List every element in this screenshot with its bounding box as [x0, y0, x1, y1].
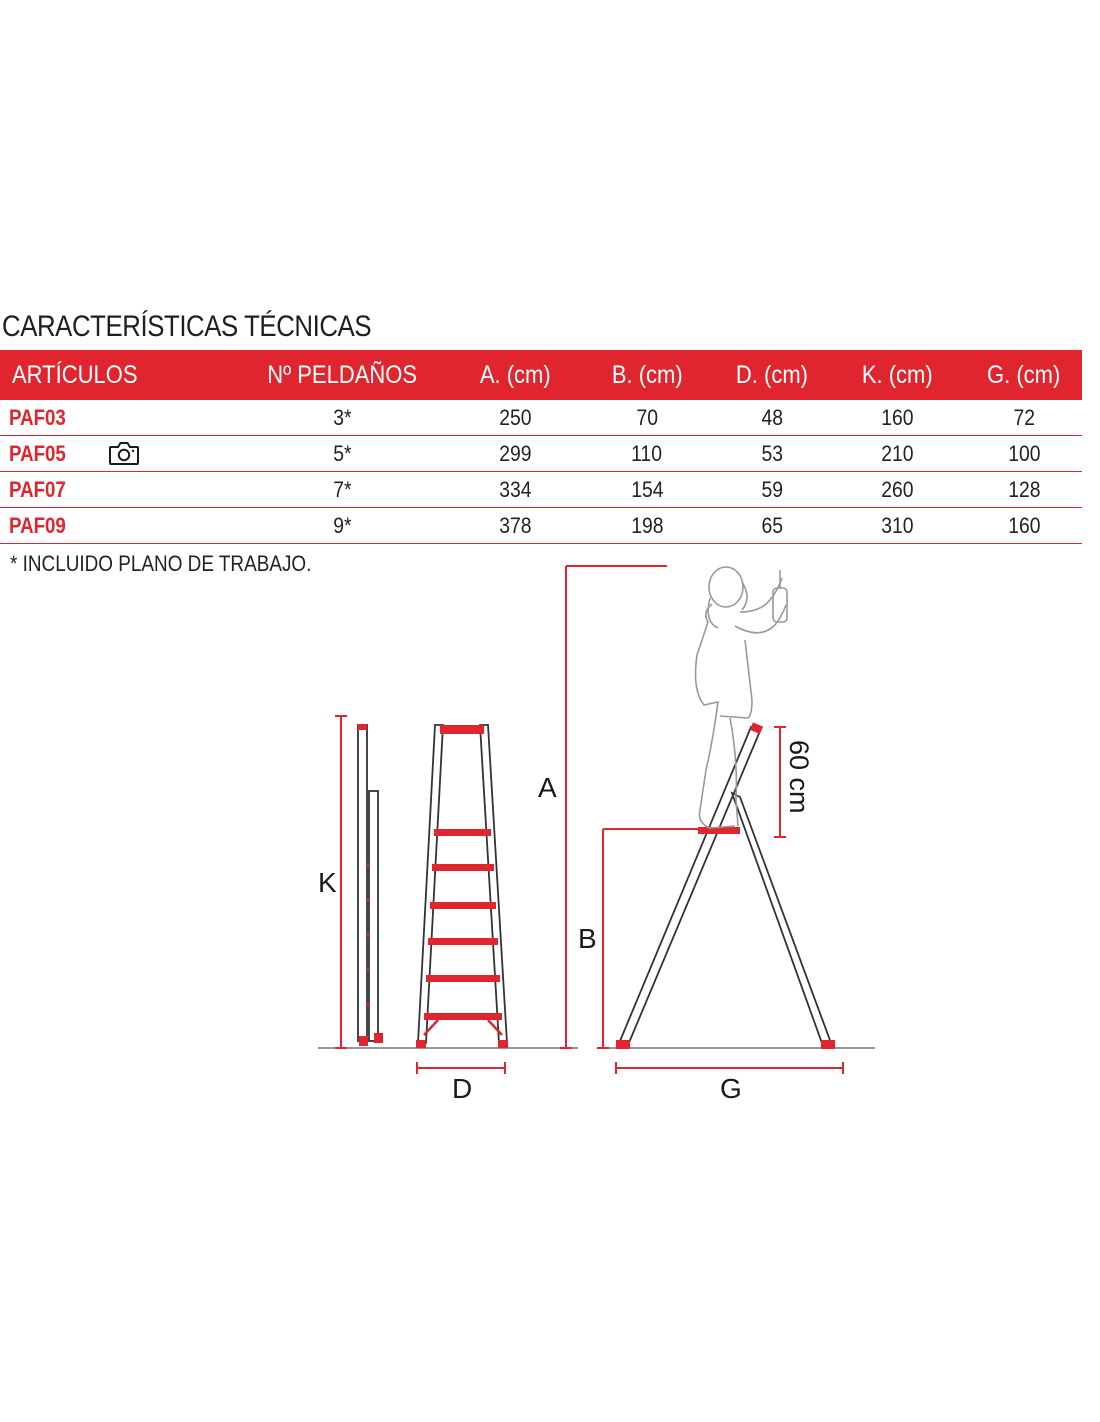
label-g: G — [720, 1073, 742, 1104]
cell-steps: 3* — [232, 400, 452, 436]
header-b: B. (cm) — [578, 350, 716, 400]
cell-steps: 7* — [232, 472, 452, 508]
header-g: G. (cm) — [966, 350, 1082, 400]
header-k: K. (cm) — [828, 350, 966, 400]
footnote: * INCLUIDO PLANO DE TRABAJO. — [10, 551, 312, 576]
label-60cm: 60 cm — [784, 740, 814, 814]
cell-steps: 9* — [232, 508, 452, 544]
header-articulos: ARTÍCULOS — [0, 350, 232, 400]
cell-d: 65 — [716, 508, 828, 544]
cell-d: 53 — [716, 436, 828, 472]
dimension-d — [417, 1062, 505, 1104]
cell-d: 59 — [716, 472, 828, 508]
cell-k: 210 — [828, 436, 966, 472]
cell-steps: 5* — [232, 436, 452, 472]
cell-k: 260 — [828, 472, 966, 508]
label-a: A — [538, 772, 557, 803]
header-peldanos: Nº PELDAÑOS — [232, 350, 452, 400]
page-title: CARACTERÍSTICAS TÉCNICAS — [2, 310, 372, 343]
cell-b: 154 — [578, 472, 716, 508]
label-k: K — [318, 867, 337, 898]
cell-g: 72 — [966, 400, 1082, 436]
label-d: D — [452, 1073, 473, 1104]
cell-a: 250 — [452, 400, 578, 436]
cell-a: 378 — [452, 508, 578, 544]
cell-a: 334 — [452, 472, 578, 508]
cell-k: 160 — [828, 400, 966, 436]
label-b: B — [578, 923, 597, 954]
header-a: A. (cm) — [452, 350, 578, 400]
cell-b: 70 — [578, 400, 716, 436]
cell-b: 198 — [578, 508, 716, 544]
row-code[interactable]: PAF03 — [0, 400, 232, 436]
row-code[interactable]: PAF07 — [0, 472, 232, 508]
cell-b: 110 — [578, 436, 716, 472]
row-code[interactable]: PAF05 — [0, 436, 232, 472]
dimension-60cm — [774, 727, 814, 837]
folded-ladder — [358, 724, 383, 1046]
dimension-g — [616, 1062, 843, 1104]
row-code[interactable]: PAF09 — [0, 508, 232, 544]
cell-g: 100 — [966, 436, 1082, 472]
cell-a: 299 — [452, 436, 578, 472]
cell-d: 48 — [716, 400, 828, 436]
cell-k: 310 — [828, 508, 966, 544]
worker-figure — [696, 567, 787, 828]
cell-g: 160 — [966, 508, 1082, 544]
cell-g: 128 — [966, 472, 1082, 508]
front-ladder — [416, 725, 508, 1048]
dimension-k — [318, 716, 347, 1048]
header-d: D. (cm) — [716, 350, 828, 400]
